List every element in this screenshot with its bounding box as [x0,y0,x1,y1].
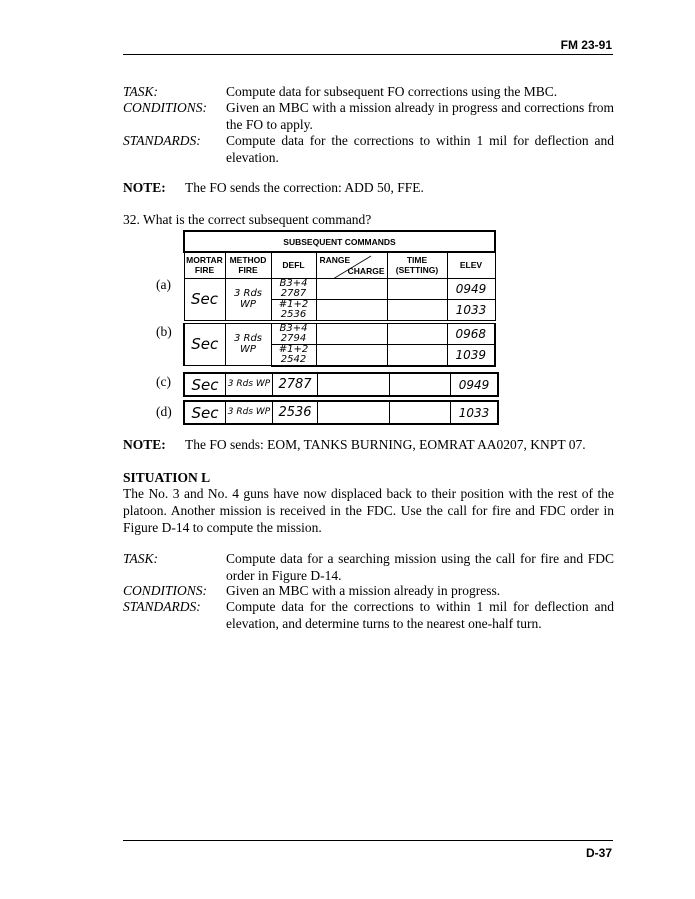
standards-label: STANDARDS: [123,133,201,148]
col-elev: ELEV [447,252,495,278]
manual-number: FM 23-91 [560,38,612,52]
task2-text: Compute data for a searching mission using the call for fire and FDC order in Figure D-14. [226,551,614,583]
mortar-fire-a: Sec [184,278,225,320]
charge-label: CHARGE [347,265,385,276]
method-fire-a: 3 Rds WP [225,278,271,320]
elev-b1: 0968 [447,323,495,344]
time-b2 [387,344,447,366]
range-d [318,402,390,423]
table-row-a1 [184,278,495,299]
mortar-fire-b: Sec [184,323,225,366]
subsequent-commands-table [183,230,496,367]
situation-title: SITUATION L [123,470,211,485]
standards-text: Compute data for the corrections to within 1 mil for deflection and elevation. [226,133,614,165]
option-label-c: (c) [156,374,171,389]
range-label: RANGE [319,255,351,265]
defl-a1-guns: B3+4 [279,277,308,289]
col-time: TIME (SETTING) [387,252,447,278]
conditions-label: CONDITIONS: [123,100,208,115]
note2-label: NOTE: [123,437,166,452]
option-row-d [183,400,499,425]
question-text: 32. What is the correct subsequent command? [123,212,372,227]
table-row-b1 [184,323,495,344]
mortar-fire-c: Sec [185,374,226,395]
note2-text: The FO sends: EOM, TANKS BURNING, EOMRAT AA0207, KNPT 07. [185,437,586,452]
time-b1 [387,323,447,344]
time-d [390,402,451,423]
defl-a2 [271,299,316,320]
option-label-a: (a) [156,277,171,292]
situation-text: The No. 3 and No. 4 guns have now displaced back to their position with the rest of the platoon. Another mission is received in the FDC. Use the call for fire and FDC order in Figure D-14 to compute the mission. [123,486,614,535]
conditions2-label: CONDITIONS: [123,583,208,598]
standards2-label: STANDARDS: [123,599,201,614]
task-label: TASK: [123,84,159,99]
conditions2-text: Given an MBC with a mission already in progress. [226,583,501,598]
time-a2 [387,299,447,320]
page-number: D-37 [585,846,612,860]
table-title: SUBSEQUENT COMMANDS [184,231,495,252]
range-a1 [316,278,387,299]
defl-b1-value: 2794 [280,332,307,344]
option-label-d: (d) [156,404,172,419]
standards2-text: Compute data for the corrections to within 1 mil for deflection and elevation, and determine turns to the nearest one-half turn. [226,599,614,631]
conditions-text: Given an MBC with a mission already in progress and corrections from the FO to apply. [226,100,614,132]
defl-d: 2536 [273,402,318,423]
col-defl: DEFL [271,252,316,278]
task2-label: TASK: [123,551,159,566]
time-a1 [387,278,447,299]
col-mortar-fire: MORTAR FIRE [184,252,225,278]
method-fire-b: 3 Rds WP [225,323,271,366]
col-range-charge [316,252,387,278]
defl-b2-value: 2542 [280,353,307,365]
footer-rule [123,840,613,841]
elev-b2: 1039 [447,344,495,366]
defl-c: 2787 [273,374,318,395]
option-label-b: (b) [156,324,172,339]
defl-a2-guns: #1+2 [278,298,309,310]
defl-a2-value: 2536 [280,308,307,320]
elev-c: 0949 [458,377,490,392]
defl-a1-value: 2787 [280,287,307,299]
option-row-c [183,372,499,397]
mortar-fire-d: Sec [185,402,226,423]
note-text: The FO sends the correction: ADD 50, FFE. [185,180,424,195]
range-b2 [316,344,387,366]
elev-a1: 0949 [447,278,495,299]
range-a2 [316,299,387,320]
defl-b2-guns: #1+2 [278,343,309,355]
task-text: Compute data for subsequent FO corrections using the MBC. [226,84,558,99]
defl-b2 [271,344,316,366]
defl-a1 [271,278,316,299]
defl-b1 [271,323,316,344]
defl-b1-guns: B3+4 [279,322,308,334]
range-b1 [316,323,387,344]
range-c [318,374,390,395]
col-method-fire: METHOD FIRE [225,252,271,278]
method-fire-c: 3 Rds WP [226,374,273,395]
time-c [390,374,451,395]
note-label: NOTE: [123,180,166,195]
elev-a2: 1033 [447,299,495,320]
header-rule [123,54,613,55]
method-fire-d: 3 Rds WP [226,402,273,423]
elev-d: 1033 [458,405,490,420]
